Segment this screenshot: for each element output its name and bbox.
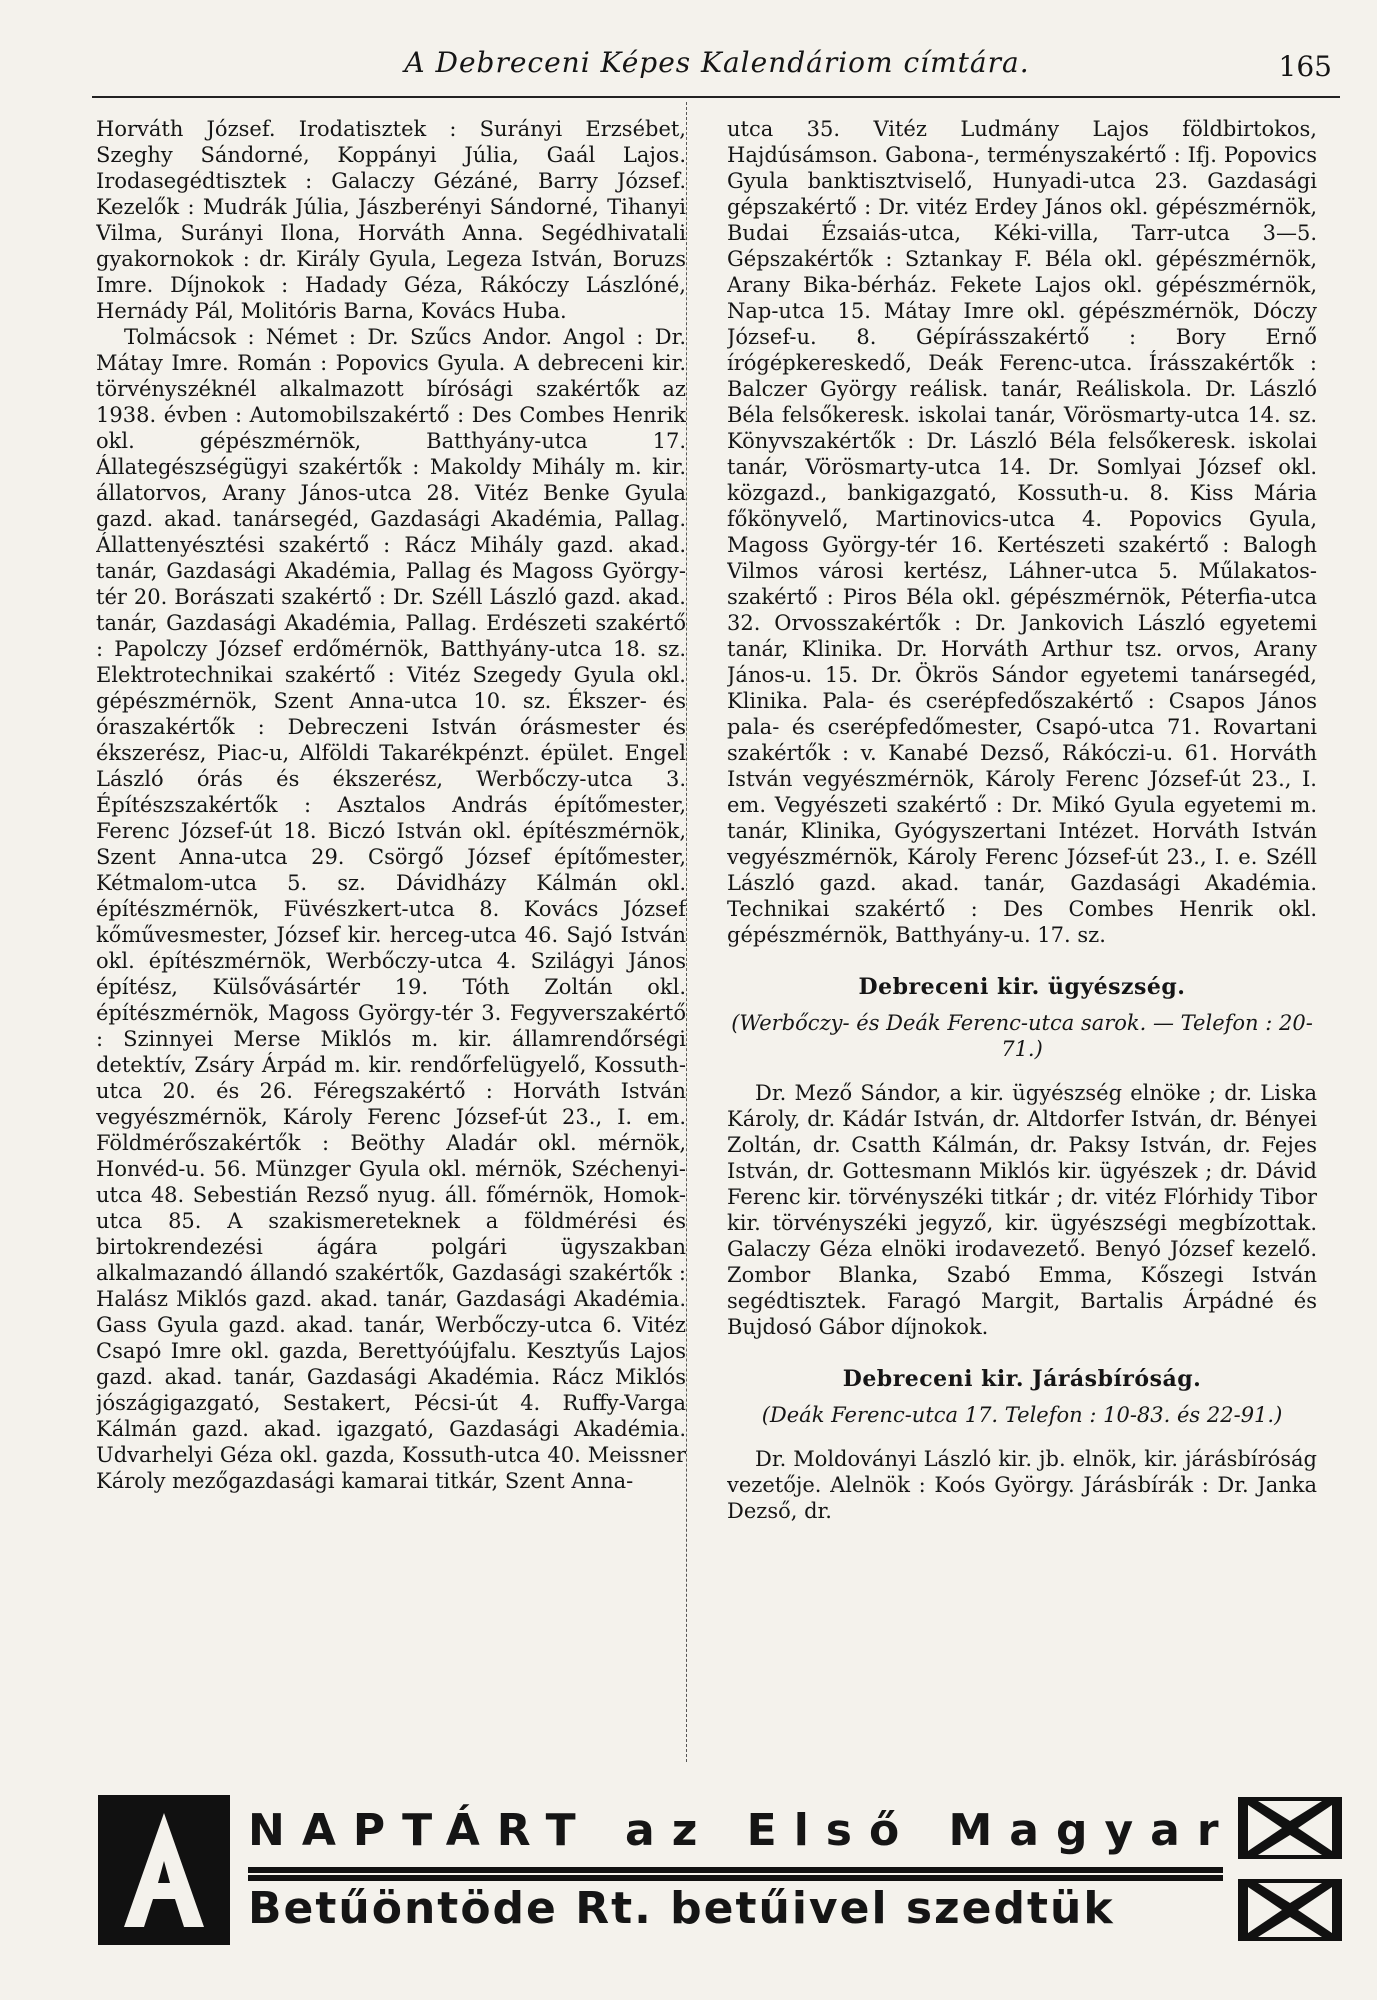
running-header: [92, 42, 1342, 92]
section-body-jarasbirosag: Dr. Moldoványi László kir. jb. elnök, kir. járásbíróság vezetője. Alelnök : Koós György. Járásbírák : Dr. Janka Dezső, dr.: [727, 1447, 1317, 1523]
header-rule: [92, 96, 1340, 98]
type-foundry-logo-icon: [98, 1795, 230, 1945]
printer-advertisement: [98, 1795, 1342, 1945]
section-title-ugyeszseg: Debreceni kir. ügyészség.: [858, 974, 1186, 1000]
ad-rule-bottom: [248, 1875, 1223, 1881]
page-number: 165: [1278, 50, 1332, 83]
ornament-icon-lower: [1238, 1879, 1342, 1941]
right-column: [727, 116, 1317, 1776]
section-subtitle-jarasbirosag: (Deák Ferenc-utca 17. Telefon : 10-83. és 22-91.): [761, 1403, 1283, 1427]
left-column: [96, 116, 686, 1776]
left-paragraph-2: Tolmácsok : Német : Dr. Szűcs Andor. Angol : Dr. Mátay Imre. Román : Popovics Gyula. A debreceni kir. törvényszéknél alkalmazott bírósági szakértők az 1938. évben : Automobilszakértő : Des Combes Henrik okl. gépészmérnök, Batthyány-utca 17. Állategészségügyi szakértők : Makoldy Mihály m. kir. állatorvos, Arany János-utca 28. Vitéz Benke Gyula gazd. akad. tanársegéd, Gazdasági Akadémia, Pallag. Állattenyésztési szakértő : Rácz Mihály gazd. akad. tanár, Gazdasági Akadémia, Pallag és Magoss György-tér 20. Borászati szakértő : Dr. Széll László gazd. akad. tanár, Gazdasági Akadémia, Pallag. Erdészeti szakértő : Papolczy József erdőmérnök, Batthyány-utca 18. sz. Elektrotechnikai szakértő : Vitéz Szegedy Gyula okl. gépészmérnök, Szent Anna-utca 10. sz. Ékszer- és óraszakértők : Debreczeni István órásmester és ékszerész, Piac-u, Alföldi Takarékpénzt. épület. Engel László órás és ékszerész, Werbőczy-utca 3. Építészszakértők : Asztalos András építőmester, Ferenc József-út 18. Biczó István okl. építészmérnök, Szent Anna-utca 29. Csörgő József építőmester, Kétmalom-utca 5. sz. Dávidházy Kálmán okl. építészmérnök, Füvészkert-utca 8. Kovács József kőművesmester, József kir. herceg-utca 46. Sajó István okl. építészmérnök, Werbőczy-utca 4. Szilágyi János építész, Külsővásártér 19. Tóth Zoltán okl. építészmérnök, Magoss György-tér 3. Fegyverszakértő : Szinnyei Merse Miklós m. kir. államrendőrségi detektív, Zsáry Árpád m. kir. rendőrfelügyelő, Kossuth-utca 20. és 26. Féregszakértő : Horváth István vegyészmérnök, Károly Ferenc József-út 23., I. em. Földmérőszakértők : Beöthy Aladár okl. mérnök, Honvéd-u. 56. Münzger Gyula okl. mérnök, Széchenyi-utca 48. Sebestián Rezső nyug. áll. főmérnök, Homok-utca 85. A szakismereteknek a földmérési és birtokrendezési ágára polgári ügyszakban alkalmazandó állandó szakértők, Gazdasági szakértők : Halász Miklós gazd. akad. tanár, Gazdasági Akadémia. Gass Gyula gazd. akad. tanár, Werbőczy-utca 6. Vitéz Csapó Imre okl. gazda, Berettyóújfalu. Kesztyűs Lajos gazd. akad. tanár, Gazdasági Akadémia. Rácz Miklós jószágigazgató, Sestakert, Pécsi-út 4. Ruffy-Varga Kálmán gazd. akad. igazgató, Gazdasági Akadémia. Udvarhelyi Géza okl. gazda, Kossuth-utca 40. Meissner Károly mezőgazdasági kamarai titkár, Szent Anna-: [96, 325, 686, 1493]
column-divider: [686, 102, 688, 1762]
ad-rule-top: [248, 1867, 1223, 1873]
ad-line-2: Betűöntöde Rt. betűivel szedtük: [248, 1883, 1115, 1934]
ornament-icon: [1238, 1797, 1342, 1859]
running-title: A Debreceni Képes Kalendáriom címtára.: [404, 46, 1030, 79]
left-paragraph-1: Horváth József. Irodatisztek : Surányi Erzsébet, Szeghy Sándorné, Koppányi Júlia, Gaál Lajos. Irodasegédtisztek : Galaczy Gézáné, Barry József. Kezelők : Mudrák Júlia, Jászberényi Sándorné, Tihanyi Vilma, Surányi Ilona, Horváth Anna. Segédhivatali gyakornokok : dr. Király Gyula, Legeza István, Boruzs Imre. Díjnokok : Hadady Géza, Rákóczy Lászlóné, Hernády Pál, Molitóris Barna, Kovács Huba.: [96, 117, 686, 323]
section-body-ugyeszseg: Dr. Mező Sándor, a kir. ügyészség elnöke ; dr. Liska Károly, dr. Kádár István, dr. Altdorfer István, dr. Bényei Zoltán, dr. Csatth Kálmán, dr. Paksy István, dr. Fejes István, dr. Gottesmann Miklós kir. ügyészek ; dr. Dávid Ferenc kir. törvényszéki titkár ; dr. vitéz Flórhidy Tibor kir. törvényszéki jegyző, kir. ügyészségi megbízottak. Galaczy Géza elnöki irodavezető. Benyó József kezelő. Zombor Blanka, Szabó Emma, Kőszegi István segédtisztek. Faragó Margit, Bartalis Árpádné és Bujdosó Gábor díjnokok.: [727, 1081, 1317, 1339]
section-title-jarasbirosag: Debreceni kir. Járásbíróság.: [842, 1366, 1202, 1392]
ad-line-1: NAPTÁRT az Első Magyar: [248, 1805, 1236, 1856]
section-subtitle-ugyeszseg: (Werbőczy- és Deák Ferenc-utca sarok. — Telefon : 20-71.): [731, 1011, 1313, 1061]
right-intro-paragraph: utca 35. Vitéz Ludmány Lajos földbirtokos, Hajdúsámson. Gabona-, terményszakértő : Ifj. Popovics Gyula banktisztviselő, Hunyadi-utca 23. Gazdasági gépszakértő : Dr. vitéz Erdey János okl. gépészmérnök, Budai Ézsaiás-utca, Kéki-villa, Tarr-utca 3—5. Gépszakértők : Sztankay F. Béla okl. gépészmérnök, Arany Bika-bérház. Fekete Lajos okl. gépészmérnök, Nap-utca 15. Mátay Imre okl. gépészmérnök, Dóczy József-u. 8. Gépírásszakértő : Bory Ernő írógépkereskedő, Deák Ferenc-utca. Írásszakértők : Balczer György reálisk. tanár, Reáliskola. Dr. László Béla felsőkeresk. iskolai tanár, Vörösmarty-utca 14. sz. Könyvszakértők : Dr. László Béla felsőkeresk. iskolai tanár, Vörösmarty-utca 14. Dr. Somlyai József okl. közgazd., bankigazgató, Kossuth-u. 8. Kiss Mária főkönyvelő, Martinovics-utca 4. Popovics Gyula, Magoss György-tér 16. Kertészeti szakértő : Balogh Vilmos városi kertész, Láhner-utca 5. Műlakatos-szakértő : Piros Béla okl. gépészmérnök, Péterfia-utca 32. Orvosszakértők : Dr. Jankovich László egyetemi tanár, Klinika. Dr. Horváth Arthur tsz. orvos, Arany János-u. 15. Dr. Ökrös Sándor egyetemi tanársegéd, Klinika. Pala- és cserépfedőszakértő : Csapos János pala- és cserépfedőmester, Csapó-utca 71. Rovartani szakértők : v. Kanabé Dezső, Rákóczi-u. 61. Horváth István vegyészmérnök, Károly Ferenc József-út 23., I. em. Vegyészeti szakértő : Dr. Mikó Gyula egyetemi m. tanár, Klinika, Gyógyszertani Intézet. Horváth István vegyészmérnök, Károly Ferenc József-út 23., I. e. Széll László gazd. akad. tanár, Gazdasági Akadémia. Technikai szakértő : Des Combes Henrik okl. gépészmérnök, Batthyány-u. 17. sz.: [727, 117, 1317, 947]
